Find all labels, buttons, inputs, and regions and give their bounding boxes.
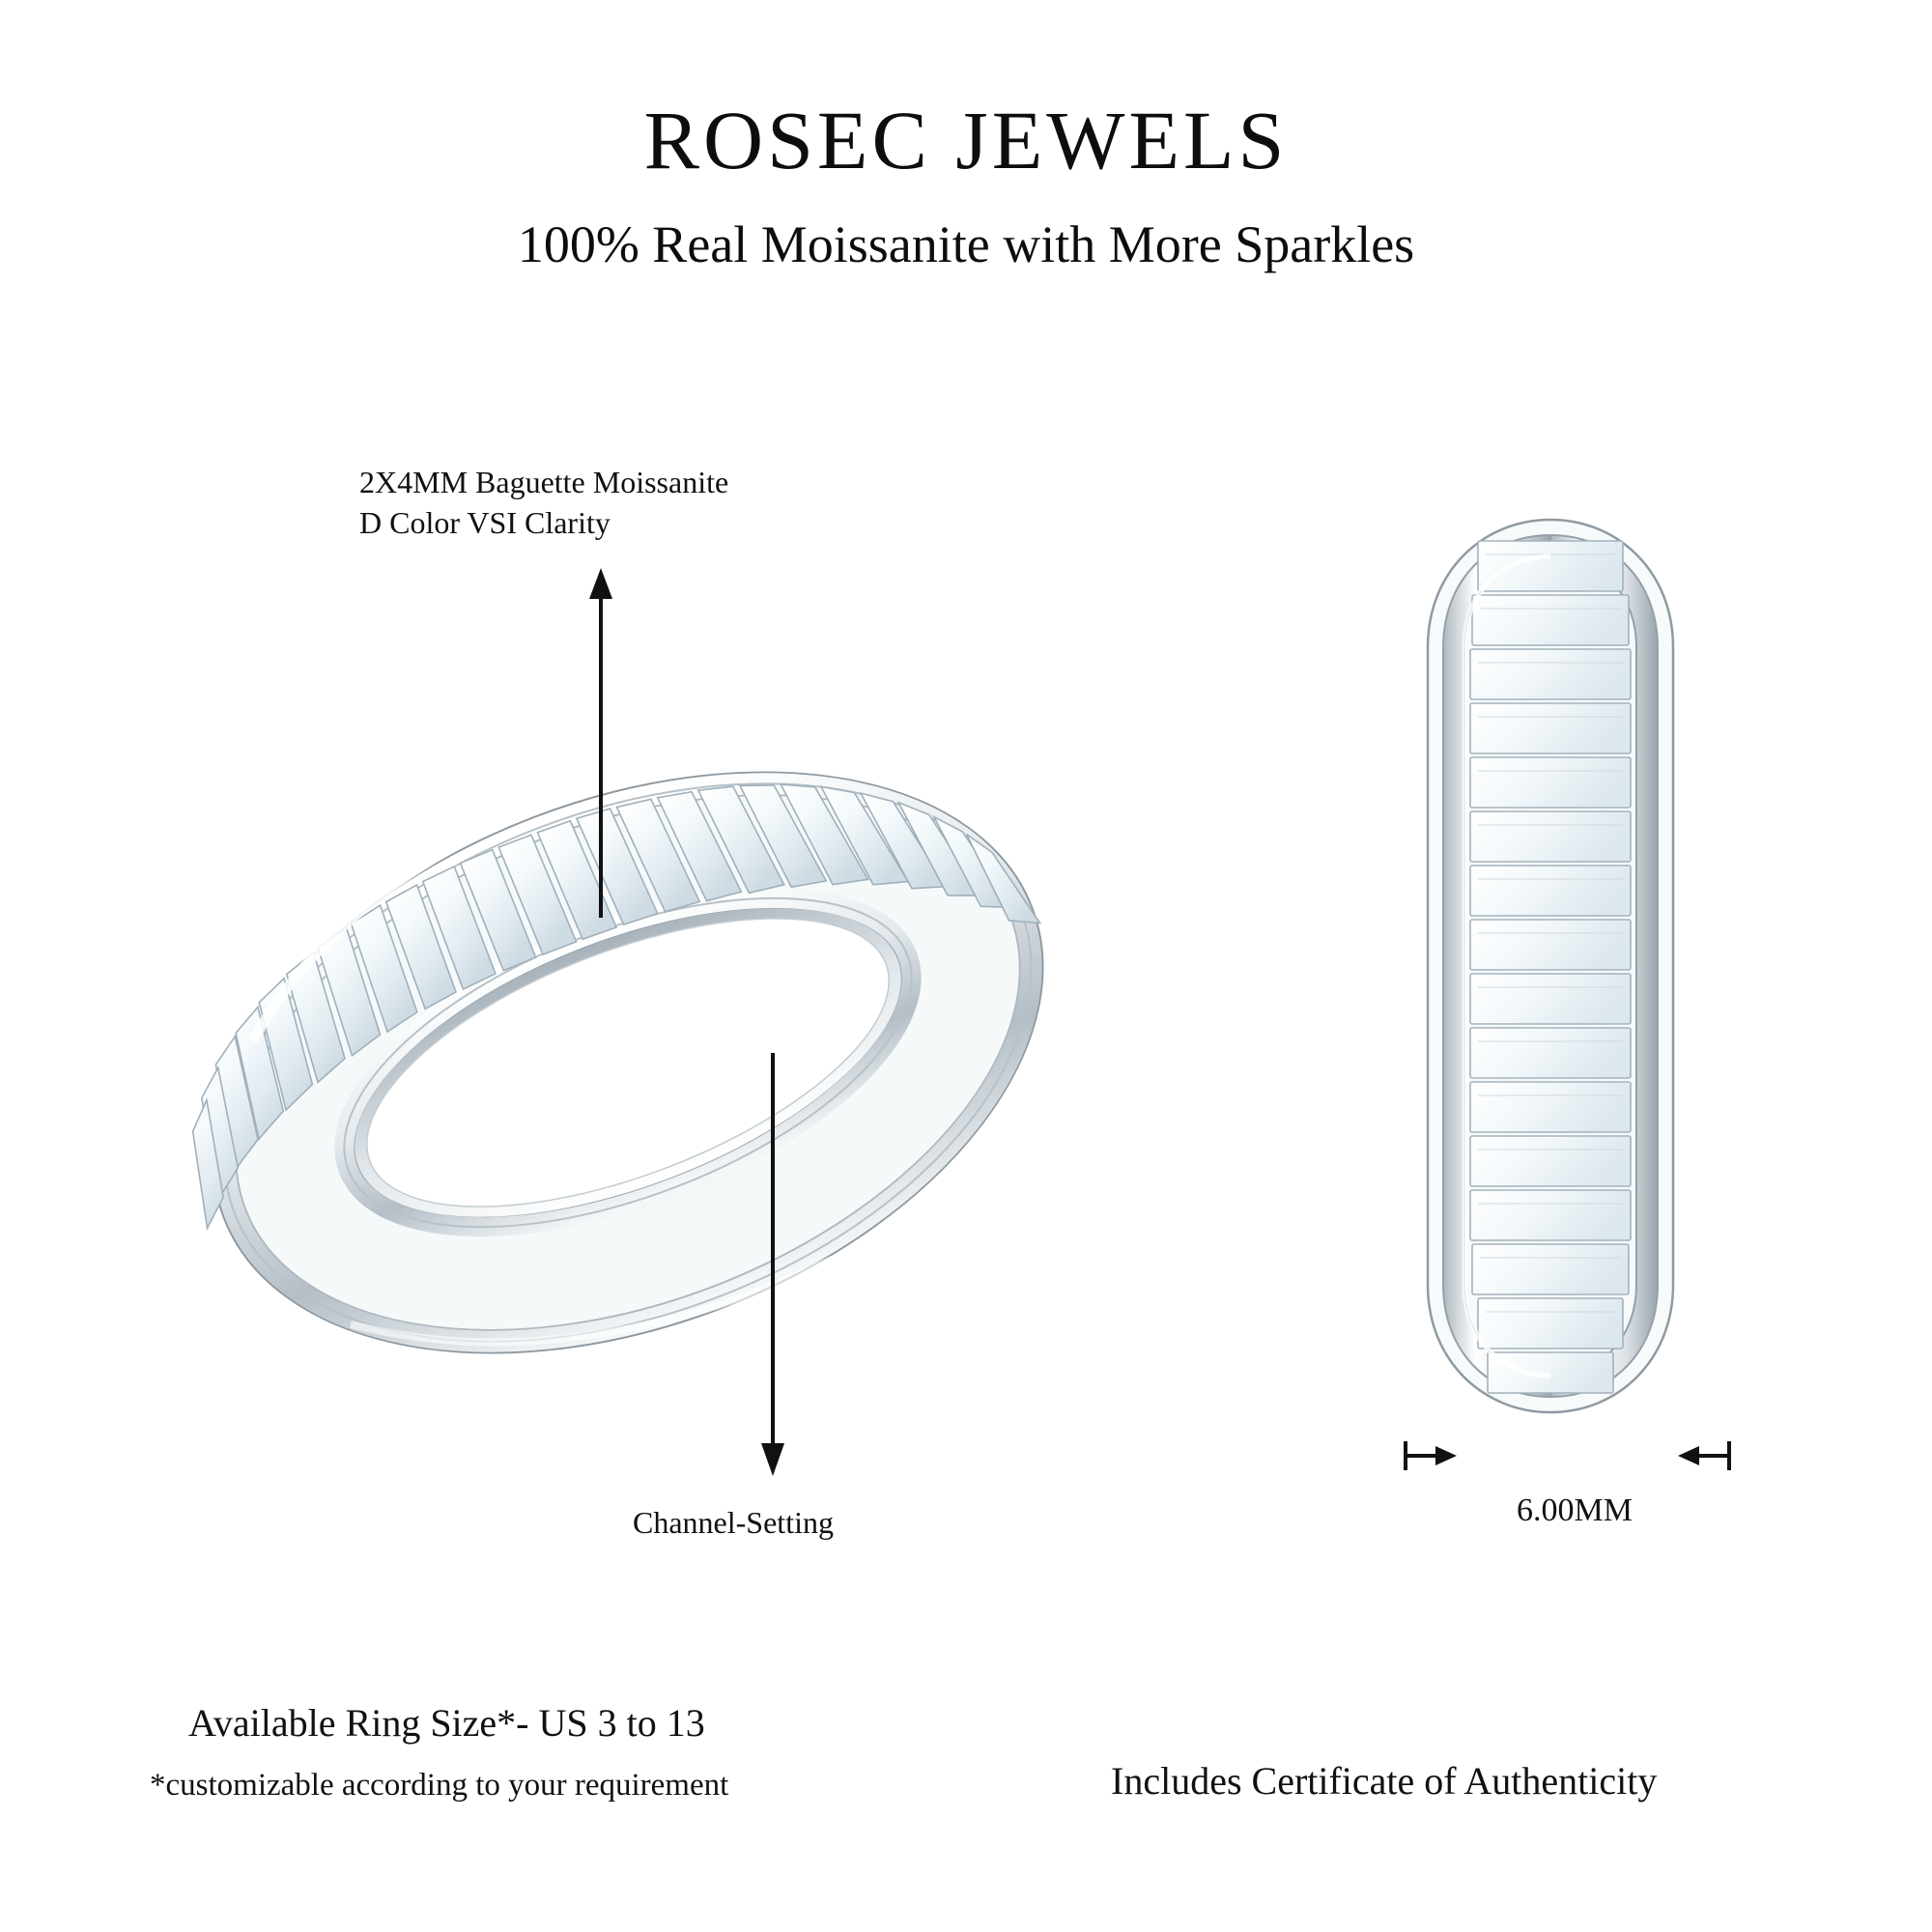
callout-stone-spec-line1: 2X4MM Baguette Moissanite (359, 465, 729, 499)
width-measurement-label: 6.00MM (1517, 1492, 1633, 1528)
page-title: ROSEC JEWELS (643, 94, 1289, 186)
callout-stone-spec-line2: D Color VSI Clarity (359, 505, 611, 541)
footer-ring-size: Available Ring Size*- US 3 to 13 (188, 1701, 705, 1745)
dimension-arrow-icon (1406, 1441, 1729, 1470)
ring-perspective-illustration (169, 753, 1087, 1372)
callout-setting-type: Channel-Setting (633, 1505, 834, 1540)
footer-customize-note: *customizable according to your requirement (150, 1768, 729, 1803)
callout-stone-spec (359, 462, 728, 543)
ring-profile-illustration (1410, 512, 1690, 1420)
footer-certificate: Includes Certificate of Authenticity (1111, 1759, 1658, 1803)
profile-stone-stack (1470, 541, 1631, 1393)
page-subtitle: 100% Real Moissanite with More Sparkles (517, 215, 1415, 273)
